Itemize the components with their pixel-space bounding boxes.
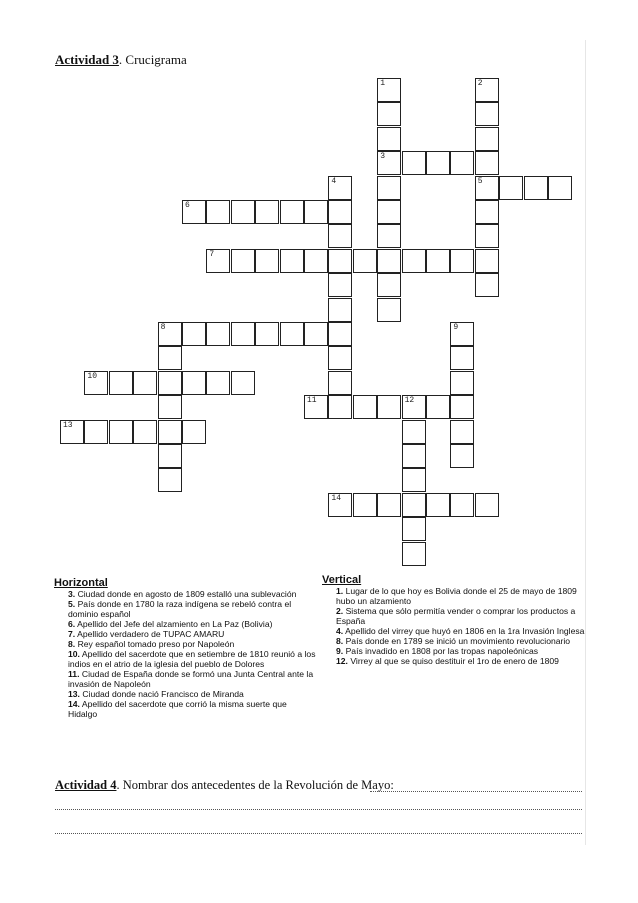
clue-item [322, 656, 592, 666]
crossword-cell[interactable] [328, 298, 352, 322]
crossword-cell[interactable] [353, 395, 377, 419]
activity3-title: . Crucigrama [118, 52, 187, 67]
clue-text: Ciudad donde nació Francisco de Miranda [82, 689, 244, 699]
clue-number: 13. [68, 689, 80, 699]
crossword-cell[interactable] [524, 176, 548, 200]
crossword-cell[interactable] [206, 322, 230, 346]
crossword-cell[interactable] [377, 298, 401, 322]
crossword-cell[interactable] [548, 176, 572, 200]
crossword-cell[interactable] [158, 468, 182, 492]
crossword-cell[interactable] [475, 249, 499, 273]
crossword-cell[interactable] [206, 371, 230, 395]
crossword-cell[interactable] [402, 517, 426, 541]
crossword-cell[interactable] [426, 249, 450, 273]
crossword-cell[interactable] [280, 200, 304, 224]
crossword-clue-number: 1 [380, 79, 385, 88]
clue-number: 2. [336, 606, 344, 616]
crossword-cell[interactable] [328, 395, 352, 419]
crossword-cell[interactable] [450, 249, 474, 273]
clue-number: 1. [336, 586, 344, 596]
crossword-cell[interactable] [377, 273, 401, 297]
crossword-cell[interactable] [158, 371, 182, 395]
crossword-cell[interactable] [402, 444, 426, 468]
crossword-cell[interactable] [206, 200, 230, 224]
crossword-cell[interactable] [328, 371, 352, 395]
crossword-cell[interactable] [182, 322, 206, 346]
crossword-cell[interactable] [255, 200, 279, 224]
crossword-cell[interactable] [109, 371, 133, 395]
clue-number: 4. [336, 626, 344, 636]
crossword-cell[interactable] [402, 542, 426, 566]
crossword-cell[interactable] [475, 127, 499, 151]
crossword-clue-number: 4 [331, 176, 337, 186]
crossword-cell[interactable] [475, 151, 499, 175]
clue-text: País donde en 1780 la raza indígena se rebeló contra el dominio español [68, 599, 292, 619]
clue-text: Rey español tomado preso por Napoleón [77, 639, 235, 649]
crossword-clue-number: 8 [160, 323, 166, 332]
clue-item [58, 629, 318, 639]
crossword-cell[interactable] [328, 273, 352, 297]
crossword-cell[interactable] [377, 493, 401, 517]
clue-number: 7. [68, 629, 76, 639]
crossword-clue-number: 11 [307, 396, 317, 406]
horizontal-clues [54, 577, 318, 719]
crossword-cell[interactable] [280, 249, 304, 273]
crossword-cell[interactable] [304, 200, 328, 224]
clue-number: 6. [68, 619, 76, 629]
answer-line-2[interactable] [55, 809, 582, 810]
crossword-clue-number: 10 [87, 371, 97, 381]
clue-item [58, 619, 318, 629]
crossword-cell[interactable] [182, 420, 206, 444]
clue-item [58, 589, 318, 599]
answer-line-1[interactable] [370, 791, 582, 792]
crossword-cell[interactable] [158, 420, 182, 444]
clue-text: País donde en 1789 se inició un movimiento revolucionario [345, 636, 571, 646]
crossword-cell[interactable] [158, 444, 182, 468]
clue-text: Apellido del Jefe del alzamiento en La Paz (Bolivia) [77, 619, 273, 629]
crossword-cell[interactable] [475, 493, 499, 517]
crossword-cell[interactable] [377, 127, 401, 151]
crossword-clue-number: 13 [63, 420, 73, 430]
clue-text: Apellido del sacerdote que en setiembre de 1810 reunió a los indios en el atrio de la iglesia del pueblo de Dolores [68, 649, 316, 669]
crossword-clue-number: 12 [404, 396, 415, 406]
vertical-clues [322, 575, 592, 666]
crossword-cell[interactable] [499, 176, 523, 200]
crossword-cell[interactable] [231, 249, 255, 273]
clue-item [58, 699, 318, 719]
crossword-cell[interactable] [450, 420, 474, 444]
crossword-cell[interactable] [304, 249, 328, 273]
clue-text: Apellido verdadero de TUPAC AMARU [77, 629, 225, 639]
crossword-cell[interactable] [475, 200, 499, 224]
clue-item [58, 599, 318, 619]
crossword-cell[interactable] [133, 420, 157, 444]
clue-item [322, 626, 592, 636]
crossword-cell[interactable] [402, 151, 426, 175]
crossword-clue-number: 14 [331, 493, 341, 503]
crossword-cell[interactable] [304, 322, 328, 346]
crossword-cell[interactable] [402, 468, 426, 492]
crossword-cell[interactable] [402, 420, 426, 444]
crossword-cell[interactable] [377, 224, 401, 248]
clue-item [58, 649, 318, 669]
vertical-title: Vertical [322, 574, 362, 586]
crossword-clue-number: 2 [477, 79, 483, 88]
clue-item [322, 606, 592, 626]
crossword-clue-number: 5 [477, 176, 483, 186]
crossword-cell[interactable] [475, 102, 499, 126]
clue-text: País invadido en 1808 por las tropas napoleónicas [345, 646, 539, 656]
crossword-cell[interactable] [84, 420, 108, 444]
clue-item [58, 689, 318, 699]
crossword-clue-number: 6 [185, 201, 190, 210]
crossword-cell[interactable] [353, 249, 377, 273]
activity4-prompt: . Nombrar dos antecedentes de la Revolución de Mayo: [116, 778, 394, 792]
crossword-cell[interactable] [280, 322, 304, 346]
crossword-cell[interactable] [450, 395, 474, 419]
crossword-cell[interactable] [475, 224, 499, 248]
clue-number: 8. [68, 639, 76, 649]
crossword-cell[interactable] [426, 151, 450, 175]
clue-text: Lugar de lo que hoy es Bolivia donde el 25 de mayo de 1809 hubo un alzamiento [336, 586, 577, 606]
clue-item [58, 639, 318, 649]
crossword-cell[interactable] [109, 420, 133, 444]
crossword-cell[interactable] [255, 249, 279, 273]
crossword-clue-number: 7 [209, 249, 215, 259]
clue-number: 10. [68, 649, 80, 659]
crossword-cell[interactable] [231, 200, 255, 224]
crossword-cell[interactable] [377, 102, 401, 126]
crossword-cell[interactable] [450, 444, 474, 468]
clue-text: Sistema que sólo permitía vender o comprar los productos a España [336, 606, 576, 626]
crossword-cell[interactable] [402, 249, 426, 273]
clue-number: 11. [68, 669, 80, 679]
horizontal-title: Horizontal [54, 577, 108, 589]
crossword-cell[interactable] [231, 322, 255, 346]
answer-line-3[interactable] [55, 833, 582, 834]
crossword-cell[interactable] [328, 200, 352, 224]
crossword-cell[interactable] [450, 371, 474, 395]
crossword-cell[interactable] [231, 371, 255, 395]
clue-text: Virrey al que se quiso destituir el 1ro de enero de 1809 [350, 656, 559, 666]
activity3-label: Actividad 3 [55, 52, 119, 67]
crossword-cell[interactable] [328, 249, 352, 273]
crossword-cell[interactable] [158, 346, 182, 370]
crossword-cell[interactable] [353, 493, 377, 517]
clue-text: Apellido del sacerdote que corrió la misma suerte que Hidalgo [68, 699, 287, 719]
clue-item [322, 636, 592, 646]
crossword-cell[interactable] [426, 395, 450, 419]
clue-text: Apellido del virrey que huyó en 1806 en la 1ra Invasión Inglesa [345, 626, 585, 636]
crossword-cell[interactable] [328, 224, 352, 248]
crossword-cell[interactable] [402, 493, 426, 517]
clue-text: Ciudad de España donde se formó una Junta Central ante la invasión de Napoleón [68, 669, 314, 689]
crossword-cell[interactable] [426, 493, 450, 517]
crossword-cell[interactable] [377, 249, 401, 273]
activity4-line [55, 778, 394, 793]
clue-number: 9. [336, 646, 344, 656]
clue-number: 3. [68, 589, 76, 599]
crossword-cell[interactable] [450, 151, 474, 175]
crossword-cell[interactable] [158, 395, 182, 419]
activity4-label: Actividad 4 [55, 778, 117, 792]
clue-number: 8. [336, 636, 344, 646]
crossword-cell[interactable] [450, 493, 474, 517]
crossword-cell[interactable] [328, 346, 352, 370]
crossword-cell[interactable] [182, 371, 206, 395]
clue-item [58, 669, 318, 689]
clue-item [322, 586, 592, 606]
crossword-cell[interactable] [377, 395, 401, 419]
crossword-cell[interactable] [450, 346, 474, 370]
crossword-cell[interactable] [255, 322, 279, 346]
crossword-cell[interactable] [377, 176, 401, 200]
clue-number: 12. [336, 656, 348, 666]
crossword-clue-number: 9 [453, 323, 459, 332]
clue-number: 14. [68, 699, 80, 709]
crossword-cell[interactable] [133, 371, 157, 395]
clue-text: Ciudad donde en agosto de 1809 estalló una sublevación [77, 589, 297, 599]
crossword-cell[interactable] [475, 273, 499, 297]
crossword-cell[interactable] [328, 322, 352, 346]
clue-item [322, 646, 592, 656]
clue-number: 5. [68, 599, 76, 609]
crossword-cell[interactable] [377, 200, 401, 224]
crossword-clue-number: 3 [380, 152, 385, 162]
